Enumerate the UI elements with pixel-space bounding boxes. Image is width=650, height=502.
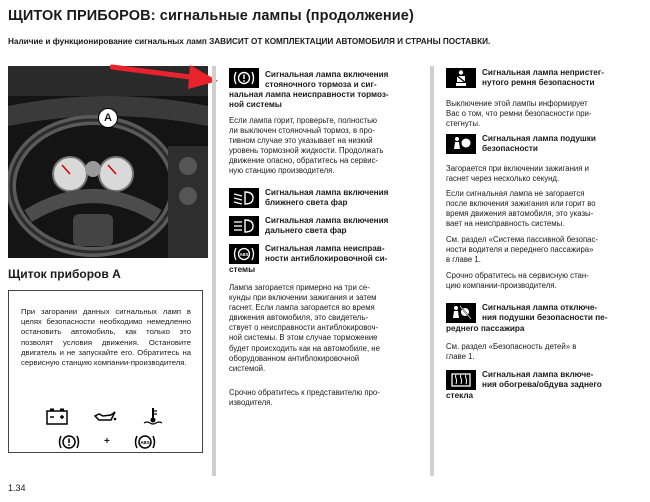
page-subtitle: Наличие и функционирование сигнальных ламп ЗАВИСИТ ОТ КОМПЛЕКТАЦИИ АВТОМОБИЛЯ И СТРАНЫ ПОСТАВКИ. <box>8 37 491 46</box>
parking-brake-description <box>229 116 425 177</box>
abs-icon <box>229 244 259 264</box>
text-line: будет происходить как на автомобиле, не <box>229 343 380 353</box>
oil-pressure-icon <box>93 407 117 425</box>
heading-line: реднего пассажира <box>446 324 525 333</box>
column-2 <box>446 68 642 488</box>
entry-airbag <box>446 134 642 158</box>
heading-line: ния подушки безопасности пе- <box>482 313 608 323</box>
plus-sign: + <box>104 436 110 447</box>
heading-line: ближнего света фар <box>265 198 348 208</box>
text-line: ную станцию производителя. <box>229 166 335 176</box>
entry-low-beam <box>229 188 425 212</box>
text-line: гаснет через несколько секунд. <box>446 174 560 184</box>
heading-line: безопасности <box>482 144 538 154</box>
heading-line: стемы <box>229 265 256 274</box>
red-arrow-icon <box>110 55 220 95</box>
heading-line: нальная лампа неисправности тормоз- <box>229 90 389 99</box>
text-line: время движения автомобиля, это указы- <box>446 209 594 219</box>
heading-line: Сигнальная лампа включения <box>265 216 389 225</box>
text-line: в главе 1. <box>446 255 481 265</box>
text-line: изводителя. <box>229 398 273 408</box>
column-separator-2 <box>430 66 434 476</box>
heading-line: ния обогрева/обдува заднего <box>482 380 602 390</box>
airbag-icon <box>446 134 476 154</box>
text-line: после включения зажигания или горит во <box>446 199 596 209</box>
text-line: Лампа загорается примерно на три се- <box>229 283 370 292</box>
column-separator-1 <box>212 66 216 476</box>
heading-line: Сигнальная лампа отключе- <box>482 303 598 312</box>
entry-passenger-airbag-off <box>446 303 642 337</box>
text-line: системой. <box>229 363 266 373</box>
title-rest: сигнальные лампы (продолжение) <box>159 8 414 24</box>
text-line: движения автомобиля, это свидетель- <box>229 313 368 323</box>
column-1 <box>229 68 425 488</box>
seatbelt-description <box>446 99 642 129</box>
brake-warning-icon <box>57 433 81 451</box>
airbag-description-2 <box>446 189 642 229</box>
warning-text: При загорании данных сигнальных ламп в целях безопасности необходимо немедленно остановить автомобиль, как только это позволят условия движения. Остановите двигатель и не запускайте его. Обратитесь на сервисную станцию компании-производителя. <box>21 307 191 368</box>
abs-description <box>229 283 425 374</box>
rear-window-defrost-icon <box>446 370 476 390</box>
battery-icon <box>45 407 69 425</box>
text-line: ности водителя и переднего пассажира» <box>446 245 594 255</box>
heading-line: Сигнальная лампа включения <box>265 188 389 197</box>
text-line: Срочно обратитесь к представителю про- <box>229 388 380 397</box>
heading-line: ной системы <box>229 100 282 110</box>
text-line: См. раздел «Система пассивной безопас- <box>446 235 598 244</box>
high-beam-icon <box>229 216 259 236</box>
seatbelt-icon <box>446 68 476 88</box>
text-line: движение опасно, обратитесь на сервис- <box>229 156 379 166</box>
page-title <box>8 8 414 24</box>
heading-line: Сигнальная лампа неисправ- <box>265 244 385 253</box>
passenger-airbag-description <box>446 342 642 362</box>
text-line: гаснет. Если лампа загорается во время <box>229 303 375 313</box>
svg-text:ABS: ABS <box>140 440 150 445</box>
heading-line: Сигнальная лампа включе- <box>482 370 594 379</box>
heading-line: стояночного тормоза и сиг- <box>265 80 377 90</box>
text-line: главе 1. <box>446 352 475 362</box>
heading-line: дальнего света фар <box>265 226 347 236</box>
page-number: 1.34 <box>8 483 26 493</box>
heading-line: нутого ремня безопасности <box>482 78 595 88</box>
text-line: Выключение этой лампы информирует <box>446 99 588 108</box>
text-line: Вас о том, что ремни безопасности при- <box>446 109 592 119</box>
text-line: стегнуты. <box>446 119 481 129</box>
low-beam-icon <box>229 188 259 208</box>
text-line: цию компании-производителя. <box>446 281 557 291</box>
text-line: тивном случае это указывает на низкий <box>229 136 373 146</box>
abs-contact-text <box>229 388 425 408</box>
entry-seatbelt <box>446 68 642 92</box>
airbag-description-4 <box>446 271 642 291</box>
entry-rear-defrost <box>446 370 642 404</box>
abs-icon <box>133 433 157 451</box>
text-line: ли выключен стояночный тормоз, в про- <box>229 126 375 136</box>
entry-high-beam <box>229 216 425 240</box>
text-line: Если лампа горит, проверьте, полностью <box>229 116 377 125</box>
figure-label-circle: A <box>98 108 118 128</box>
heading-line: ности антиблокировочной си- <box>265 254 388 264</box>
text-line: Загорается при включении зажигания и <box>446 164 589 173</box>
text-line: оборудованном антиблокировочной <box>229 353 360 363</box>
entry-parking-brake <box>229 68 425 112</box>
passenger-airbag-off-icon <box>446 303 476 323</box>
heading-line: Сигнальная лампа включения <box>265 70 389 79</box>
text-line: кунды при включении зажигания и затем <box>229 293 377 303</box>
text-line: Если сигнальная лампа не загорается <box>446 189 585 198</box>
dashboard-caption: Щиток приборов А <box>8 267 121 281</box>
text-line: ной системы. В этом случае торможение <box>229 333 378 343</box>
svg-text:ABS: ABS <box>239 252 249 257</box>
text-line: уровень тормозной жидкости. Продолжать <box>229 146 384 156</box>
brake-warning-icon <box>229 68 259 88</box>
coolant-temperature-icon <box>141 407 165 425</box>
heading-line: Сигнальная лампа непристег- <box>482 68 604 77</box>
title-bold: ЩИТОК ПРИБОРОВ: <box>8 8 156 24</box>
airbag-description-3 <box>446 235 642 265</box>
warning-box <box>8 290 203 453</box>
heading-line: Сигнальная лампа подушки <box>482 134 596 143</box>
entry-abs <box>229 244 425 278</box>
airbag-description-1 <box>446 164 642 184</box>
text-line: Срочно обратитесь на сервисную стан- <box>446 271 589 280</box>
text-line: См. раздел «Безопасность детей» в <box>446 342 577 351</box>
text-line: ствует о неисправности антиблокировоч- <box>229 323 379 333</box>
heading-line: стекла <box>446 391 474 400</box>
text-line: вает на неисправность системы. <box>446 219 565 229</box>
